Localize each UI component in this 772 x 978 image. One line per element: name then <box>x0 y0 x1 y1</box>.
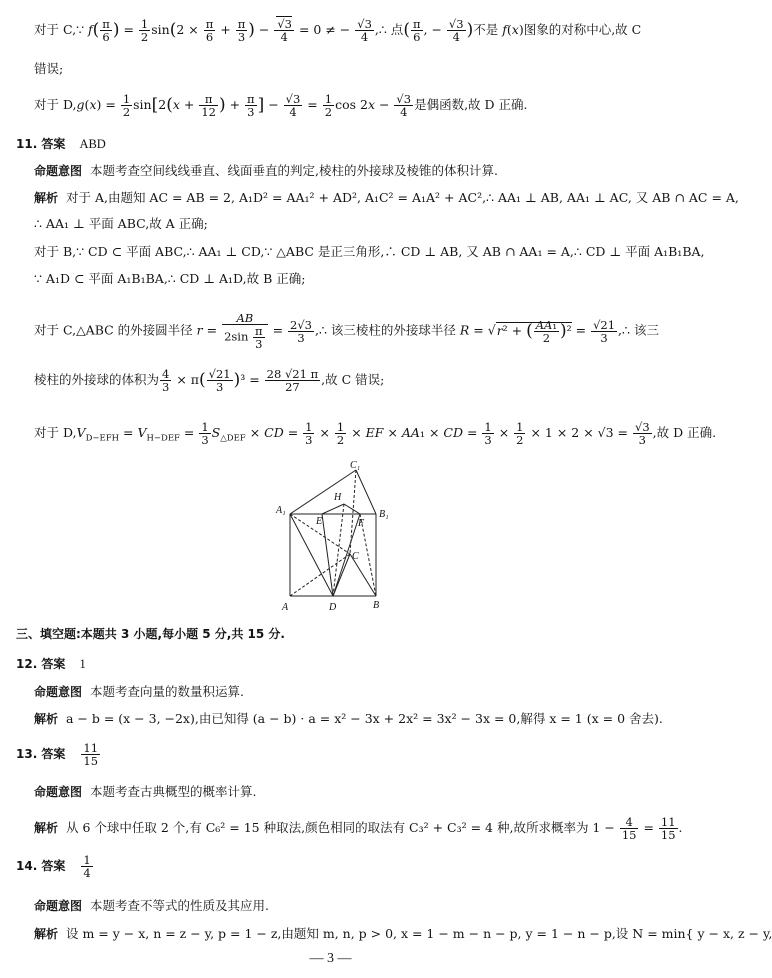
q11-a2 <box>0 216 695 233</box>
q11-jiexi-label: 解析 <box>34 191 59 205</box>
q12-answer-value: 1 <box>79 657 86 671</box>
label-h: H <box>334 492 342 503</box>
label-c1: C₁ <box>350 460 361 471</box>
q11-intent-text: 本题考查空间线线垂直、线面垂直的判定,棱柱的外接球及棱锥的体积计算. <box>89 163 498 178</box>
q12-jiexi-label: 解析 <box>34 712 59 726</box>
label-e: E <box>316 516 323 527</box>
line-d-prev: 对于 D,g(x) = $\frac{1}{2}$ sin[2(x + $\frac{\pi}{12}$ ) + $\frac{\pi}{3}$ ] − $\frac{√3}{4}$ = $\frac{1}{2}$ cos 2x − $\frac{√3}{4}$ 是偶函数,故 D 正确. <box>34 92 528 120</box>
q11-c2-end: ,故 C 错误; <box>321 372 385 388</box>
q13-answer-fraction <box>81 742 100 767</box>
q12-intent-label: 命题意图 <box>34 685 83 699</box>
text-c-tail: 图象的对称中心,故 C <box>523 22 642 38</box>
q13-intent <box>0 784 695 801</box>
page-number: — 3 — <box>309 951 352 966</box>
q11-label: 11. 答案 <box>16 137 66 151</box>
q12-jiexi-text: a − b = (x − 3, −2x),由已知得 (a − b) · a = x² − 3x + 2x² = 3x² − 3x = 0,解得 x = 1 (x = 0 舍去). <box>65 711 663 726</box>
q13-answer-num: 11 <box>83 741 99 755</box>
q14-jiexi-text: 设 m = y − x, n = z − y, p = 1 − z,由题知 m, n, p > 0, x = 1 − m − n − p, y = 1 − n − p,设 N = min{ y − x, z − y, <box>65 926 772 941</box>
q11-d-intro: 对于 D, <box>34 425 77 441</box>
text-c-mid: 不是 <box>473 22 499 38</box>
q12-jiexi <box>0 711 695 728</box>
q14-answer <box>0 854 677 879</box>
prism-figure <box>276 458 396 618</box>
q14-jiexi <box>0 926 772 943</box>
q14-answer-num: 1 <box>83 853 91 867</box>
line-h-f <box>344 504 360 514</box>
q14-jiexi-label: 解析 <box>34 927 59 941</box>
line-c-wrong <box>0 61 695 78</box>
q14-intent <box>0 898 695 915</box>
q11-c-intro: 对于 C,△ABC 的外接圆半径 <box>34 322 193 338</box>
q11-a1 <box>0 190 739 207</box>
section3-text: 三、填空题:本题共 3 小题,每小题 5 分,共 15 分. <box>16 627 285 641</box>
q13-label: 13. 答案 <box>16 747 66 762</box>
label-b: B <box>373 600 380 611</box>
q11-c-end: ,∴ 该三 <box>618 322 659 338</box>
q14-intent-label: 命题意图 <box>34 899 83 913</box>
q11-a2-text: ∴ AA₁ ⊥ 平面 ABC,故 A 正确; <box>34 216 208 231</box>
q14-label: 14. 答案 <box>16 859 66 874</box>
edge-a1-c1 <box>290 470 356 514</box>
q13-jiexi-label: 解析 <box>34 821 59 836</box>
q11-answer <box>0 136 677 153</box>
q11-answer-value: ABD <box>79 137 106 151</box>
q11-d-end: ,故 D 正确. <box>652 425 717 441</box>
q11-c1: 对于 C,△ABC 的外接圆半径 r = AB 2sin $\frac{\pi}{3}$ = $\frac{2√3}{3}$ ,∴ 该三棱柱的外接球半径 R = √r² + ( $\frac{\text{AA₁}}{2}$ )² = $\frac{√21}{3}$ ,∴ 该三 <box>34 311 659 352</box>
q11-b1 <box>0 244 705 261</box>
q12-answer <box>0 656 677 673</box>
q13-intent-label: 命题意图 <box>34 785 83 799</box>
section3-heading <box>0 626 677 643</box>
q13-jiexi-text: 从 6 个球中任取 2 个,有 C₆² = 15 种取法,颜色相同的取法有 C₃² + C₃² = 4 种,故所求概率为 1 − <box>65 820 615 836</box>
q12-intent <box>0 684 695 701</box>
text-c-intro: 对于 C,∵ <box>34 22 85 38</box>
q14-answer-fraction <box>81 854 92 879</box>
q11-intent <box>0 163 695 180</box>
text-d-tail: 是偶函数,故 D 正确. <box>414 97 528 113</box>
q11-intent-label: 命题意图 <box>34 164 83 178</box>
q13-jiexi: 解析 从 6 个球中任取 2 个,有 C₆² = 15 种取法,颜色相同的取法有 C₃² + C₃² = 4 种,故所求概率为 1 − $\frac{4}{15}$ = $\frac{11}{15}$ . <box>34 815 683 843</box>
q14-answer-den: 4 <box>83 866 91 881</box>
label-d: D <box>329 602 337 613</box>
line-e-h <box>322 504 344 514</box>
text-c-wrong: 错误; <box>34 61 64 76</box>
edge-c1-b1 <box>356 470 376 514</box>
q11-a1-text: 对于 A,由题知 AC = AB = 2, A₁D² = AA₁² + AD², A₁C² = A₁A² + AC²,∴ AA₁ ⊥ AB, AA₁ ⊥ AC, 又 AB ∩ AC = A, <box>65 190 739 205</box>
line-c-prev: 对于 C,∵ f( $\frac{\pi}{6}$ ) = $\frac{1}{2}$ sin(2 × $\frac{\pi}{6}$ + $\frac{\pi}{3}$ ) − $\frac{√3}{4}$ = 0 ≠ − $\frac{√3}{4}$ ,∴ 点( $\frac{\pi}{6}$ , − $\frac{√3}{4}$ )不是 f(x)图象的对称中心,故 C <box>34 17 642 45</box>
q12-intent-text: 本题考查向量的数量积运算. <box>89 684 244 699</box>
label-a1: A₁ <box>276 505 286 516</box>
q11-c-mid: ,∴ 该三棱柱的外接球半径 <box>314 322 456 338</box>
q13-intent-text: 本题考查古典概型的概率计算. <box>89 784 257 799</box>
text-d-intro: 对于 D, <box>34 97 77 113</box>
q11-c2-intro: 棱柱的外接球的体积为 <box>34 372 160 388</box>
label-f: F <box>358 518 365 529</box>
q11-c2: 棱柱的外接球的体积为 $\frac{4}{3}$ × π( $\frac{√21}{3}$ )³ = $\frac{28 √21 \pi}{27}$ ,故 C 错误; <box>34 367 385 395</box>
q11-d: 对于 $D,V_{D-EFH} = V_{H-DEF}$ = $\frac{1}{3}$ $S_{\triangle DEF}$ × CD = $\frac{1}{3}$ × $\frac{1}{2}$ × EF × AA₁ × CD = $\frac{1}{3}$ × $\frac{1}{2}$ × 1 × 2 × √3 = $\frac{√3}{3}$ ,故 D 正确. <box>34 420 717 448</box>
q14-intent-text: 本题考查不等式的性质及其应用. <box>89 898 269 913</box>
label-c: C <box>352 551 359 562</box>
label-a: A <box>282 602 289 613</box>
q12-label: 12. 答案 <box>16 657 66 671</box>
q11-b2 <box>0 271 695 288</box>
q11-b1-text: 对于 B,∵ CD ⊂ 平面 ABC,∴ AA₁ ⊥ CD,∵ △ABC 是正三角形,∴ CD ⊥ AB, 又 AB ∩ AA₁ = A,∴ CD ⊥ 平面 A₁B₁BA, <box>34 244 705 259</box>
q13-answer <box>0 742 677 767</box>
q13-jiexi-end: . <box>678 820 683 836</box>
q11-b2-text: ∵ A₁D ⊂ 平面 A₁B₁BA,∴ CD ⊥ A₁D,故 B 正确; <box>34 271 306 286</box>
label-b1: B₁ <box>379 509 389 520</box>
line-a1-d <box>290 514 333 596</box>
q13-answer-den: 15 <box>83 754 99 769</box>
line-e-d <box>322 514 333 596</box>
